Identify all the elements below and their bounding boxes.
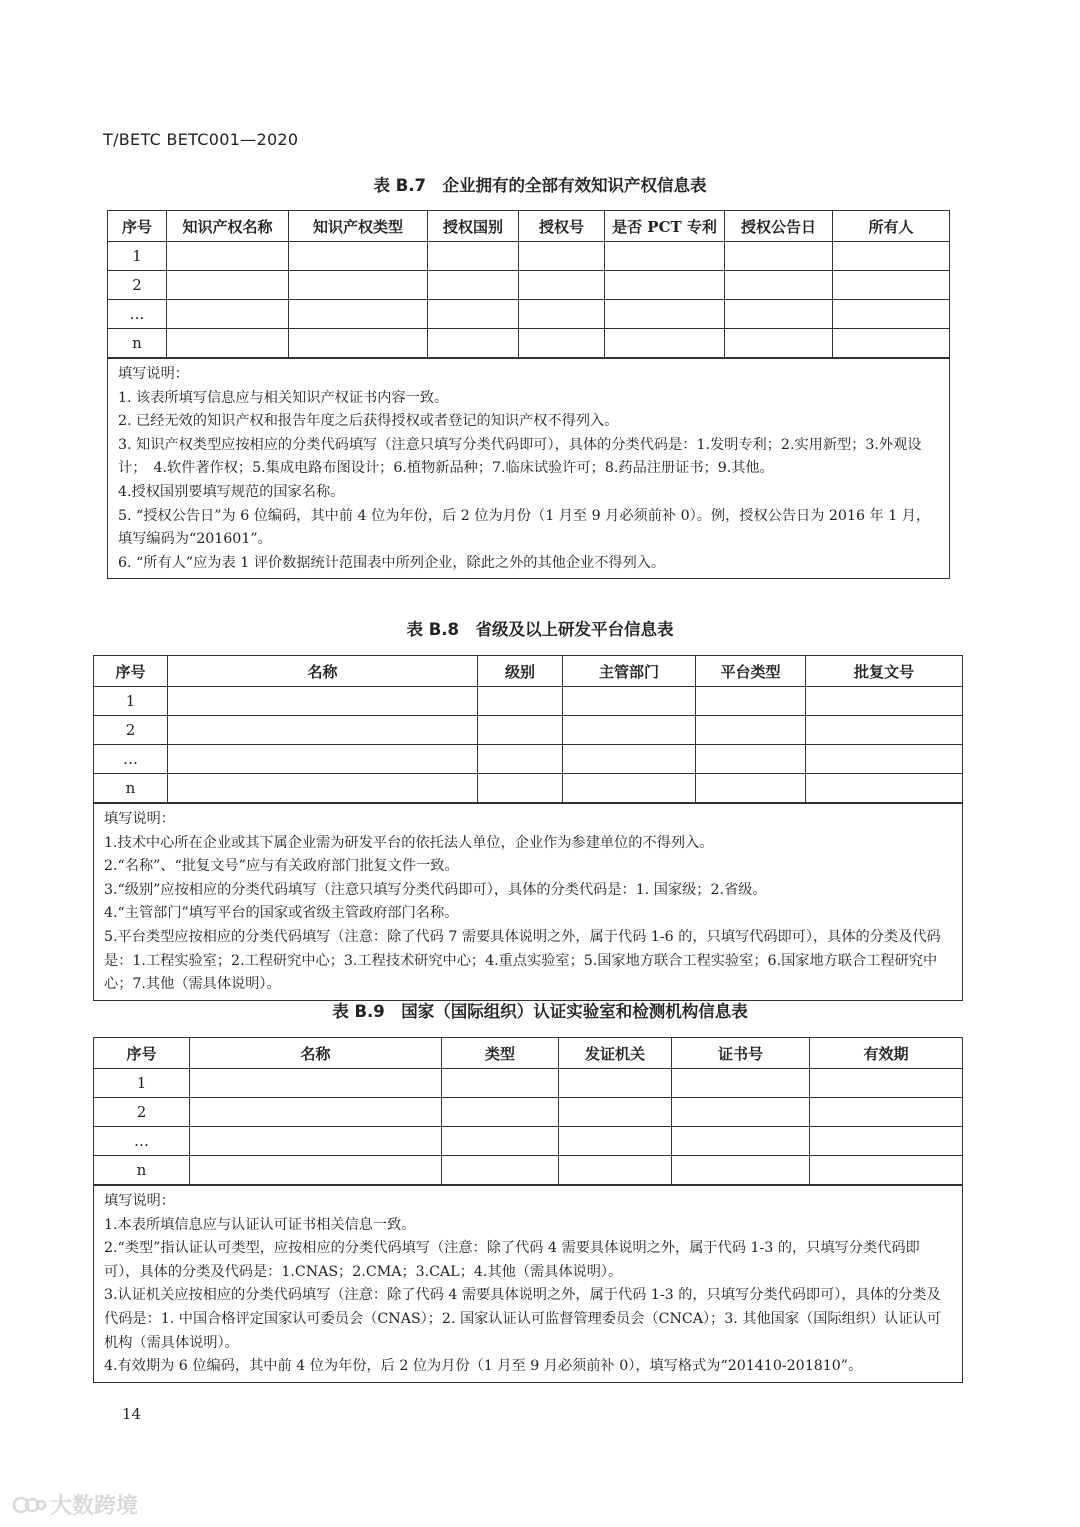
empty-cell	[289, 300, 428, 329]
table-b8-caption: 表 B.8 省级及以上研发平台信息表	[406, 620, 674, 639]
empty-cell	[289, 271, 428, 300]
empty-cell	[428, 300, 519, 329]
empty-cell	[806, 745, 963, 774]
empty-cell	[563, 745, 696, 774]
empty-cell	[725, 242, 833, 271]
table-b9	[93, 1037, 963, 1383]
table-row	[108, 329, 950, 359]
row-index-cell: …	[94, 745, 168, 774]
table-row	[108, 300, 950, 329]
empty-cell	[190, 1098, 442, 1127]
empty-cell	[605, 271, 725, 300]
empty-cell	[559, 1127, 672, 1156]
empty-cell	[563, 687, 696, 716]
table-row	[94, 1069, 963, 1098]
instruction-line: 6. “所有人”应为表 1 评价数据统计范围表中所列企业，除此之外的其他企业不得列入。	[118, 554, 666, 571]
column-header: 授权公告日	[725, 211, 833, 242]
empty-cell	[725, 329, 833, 359]
empty-cell	[810, 1156, 963, 1186]
column-header: 名称	[168, 656, 478, 687]
empty-cell	[672, 1069, 810, 1098]
table-row	[108, 271, 950, 300]
row-index-cell: 1	[108, 242, 167, 271]
column-header: 名称	[190, 1038, 442, 1069]
empty-cell	[167, 329, 289, 359]
empty-cell	[672, 1156, 810, 1186]
column-header: 级别	[478, 656, 563, 687]
empty-cell	[289, 329, 428, 359]
table-b9-caption: 表 B.9 国家（国际组织）认证实验室和检测机构信息表	[332, 1002, 748, 1021]
instruction-line: 1.本表所填信息应与认证认可证书相关信息一致。	[104, 1216, 416, 1233]
table-row	[94, 716, 963, 745]
instruction-line: 4.“主管部门”填写平台的国家或省级主管政府部门名称。	[104, 905, 459, 922]
column-header: 知识产权名称	[167, 211, 289, 242]
column-header: 有效期	[810, 1038, 963, 1069]
empty-cell	[559, 1156, 672, 1186]
empty-cell	[563, 774, 696, 804]
instruction-line: 填写说明：	[104, 811, 175, 827]
table-header-row	[108, 211, 950, 242]
fill-instructions	[94, 803, 963, 1000]
empty-cell	[190, 1156, 442, 1186]
empty-cell	[168, 745, 478, 774]
column-header: 知识产权类型	[289, 211, 428, 242]
row-index-cell: n	[94, 774, 168, 804]
table-b7	[107, 210, 950, 579]
empty-cell	[478, 745, 563, 774]
column-header: 平台类型	[696, 656, 806, 687]
column-header: 证书号	[672, 1038, 810, 1069]
empty-cell	[167, 271, 289, 300]
empty-cell	[725, 300, 833, 329]
empty-cell	[559, 1069, 672, 1098]
empty-cell	[167, 242, 289, 271]
empty-cell	[168, 687, 478, 716]
empty-cell	[696, 745, 806, 774]
column-header: 序号	[94, 656, 168, 687]
empty-cell	[696, 716, 806, 745]
row-index-cell: 2	[94, 716, 168, 745]
table-row	[94, 745, 963, 774]
table-row	[94, 1156, 963, 1186]
empty-cell	[519, 242, 605, 271]
page-number: 14	[122, 1405, 142, 1423]
table-row	[108, 242, 950, 271]
column-header: 授权号	[519, 211, 605, 242]
empty-cell	[810, 1098, 963, 1127]
watermark-logo-icon	[12, 1493, 46, 1517]
empty-cell	[519, 271, 605, 300]
table-b7-caption: 表 B.7 企业拥有的全部有效知识产权信息表	[373, 176, 707, 195]
instruction-line: 3.“级别”应按相应的分类代码填写（注意只填写分类代码即可），具体的分类代码是：1. 国家级；2.省级。	[104, 881, 767, 898]
row-index-cell: n	[94, 1156, 190, 1186]
instruction-line: 填写说明：	[118, 366, 189, 382]
instruction-line: 2.“类型”指认证认可类型，应按相应的分类代码填写（注意：除了代码 4 需要具体说明之外，属于代码 1-3 的，只填写分类代码即可），具体的分类及代码是：1.CNAS；2.CMA；3.CAL；4.其他（需具体说明）。	[104, 1240, 920, 1280]
empty-cell	[289, 242, 428, 271]
empty-cell	[167, 300, 289, 329]
table-b8	[93, 655, 963, 1001]
empty-cell	[806, 687, 963, 716]
instruction-line: 填写说明：	[104, 1193, 175, 1209]
empty-cell	[428, 329, 519, 359]
empty-cell	[672, 1127, 810, 1156]
empty-cell	[428, 242, 519, 271]
empty-cell	[672, 1098, 810, 1127]
empty-cell	[810, 1069, 963, 1098]
column-header: 所有人	[833, 211, 950, 242]
instruction-line: 2. 已经无效的知识产权和报告年度之后获得授权或者登记的知识产权不得列入。	[118, 413, 619, 430]
empty-cell	[519, 300, 605, 329]
column-header: 类型	[442, 1038, 559, 1069]
instruction-line: 4.有效期为 6 位编码，其中前 4 位为年份，后 2 位为月份（1 月至 9 月必须前补 0），填写格式为“201410-201810”。	[104, 1358, 863, 1375]
instruction-line: 3.认证机关应按相应的分类代码填写（注意：除了代码 4 需要具体说明之外，属于代码 1-3 的，只填写分类代码即可），具体的分类及代码是：1. 中国合格评定国家认可委员会（CNAS）；2. 国家认证认可监督管理委员会（CNCA）；3. 其他国家（国际组织）认证认可机构（需具体说明）。	[104, 1287, 941, 1351]
document-code: T/BETC BETC001—2020	[103, 130, 299, 149]
fill-instructions	[108, 358, 950, 579]
watermark-text: 大数跨境	[50, 1494, 139, 1519]
column-header: 批复文号	[806, 656, 963, 687]
row-index-cell: 1	[94, 687, 168, 716]
instruction-line: 1. 该表所填写信息应与相关知识产权证书内容一致。	[118, 389, 449, 406]
empty-cell	[168, 716, 478, 745]
empty-cell	[478, 774, 563, 804]
table-row	[94, 774, 963, 804]
table-header-row	[94, 656, 963, 687]
notes-row	[94, 803, 963, 1000]
column-header: 序号	[108, 211, 167, 242]
empty-cell	[810, 1127, 963, 1156]
column-header: 主管部门	[563, 656, 696, 687]
empty-cell	[442, 1127, 559, 1156]
row-index-cell: …	[108, 300, 167, 329]
empty-cell	[806, 774, 963, 804]
instruction-line: 5.平台类型应按相应的分类代码填写（注意：除了代码 7 需要具体说明之外，属于代码 1-6 的，只填写代码即可），具体的分类及代码是：1.工程实验室；2.工程研究中心；3.工程技术研究中心；4.重点实验室；5.国家地方联合工程实验室；6.国家地方联合工程研究中心；7.其他（需具体说明）。	[104, 928, 941, 993]
empty-cell	[605, 242, 725, 271]
column-header: 是否 PCT 专利	[605, 211, 725, 242]
empty-cell	[696, 687, 806, 716]
empty-cell	[168, 774, 478, 804]
row-index-cell: 1	[94, 1069, 190, 1098]
empty-cell	[190, 1127, 442, 1156]
column-header: 授权国别	[428, 211, 519, 242]
empty-cell	[442, 1069, 559, 1098]
empty-cell	[190, 1069, 442, 1098]
row-index-cell: n	[108, 329, 167, 359]
notes-row	[94, 1185, 963, 1382]
empty-cell	[605, 329, 725, 359]
empty-cell	[563, 716, 696, 745]
empty-cell	[478, 716, 563, 745]
row-index-cell: 2	[94, 1098, 190, 1127]
instruction-line: 1.技术中心所在企业或其下属企业需为研发平台的依托法人单位，企业作为参建单位的不得列入。	[104, 834, 714, 851]
watermark	[12, 1489, 138, 1520]
empty-cell	[725, 271, 833, 300]
empty-cell	[806, 716, 963, 745]
table-row	[94, 1127, 963, 1156]
empty-cell	[442, 1098, 559, 1127]
row-index-cell: 2	[108, 271, 167, 300]
column-header: 发证机关	[559, 1038, 672, 1069]
empty-cell	[696, 774, 806, 804]
row-index-cell: …	[94, 1127, 190, 1156]
empty-cell	[442, 1156, 559, 1186]
notes-row	[108, 358, 950, 579]
empty-cell	[559, 1098, 672, 1127]
empty-cell	[519, 329, 605, 359]
table-row	[94, 687, 963, 716]
empty-cell	[833, 300, 950, 329]
empty-cell	[605, 300, 725, 329]
table-row	[94, 1098, 963, 1127]
empty-cell	[833, 271, 950, 300]
instruction-line: 2.“名称”、“批复文号”应与有关政府部门批复文件一致。	[104, 858, 459, 875]
instruction-line: 3. 知识产权类型应按相应的分类代码填写（注意只填写分类代码即可），具体的分类代码是：1.发明专利；2.实用新型；3.外观设计； 4.软件著作权；5.集成电路布图设计；6.植物新品种；7.临床试验许可；8.药品注册证书；9.其他。	[118, 436, 922, 477]
empty-cell	[833, 329, 950, 359]
empty-cell	[428, 271, 519, 300]
instruction-line: 5. “授权公告日”为 6 位编码，其中前 4 位为年份，后 2 位为月份（1 月至 9 月必须前补 0）。例，授权公告日为 2016 年 1 月，填写编码为“201601”。	[118, 507, 931, 548]
empty-cell	[833, 242, 950, 271]
column-header: 序号	[94, 1038, 190, 1069]
empty-cell	[478, 687, 563, 716]
instruction-line: 4.授权国别要填写规范的国家名称。	[118, 483, 345, 500]
table-header-row	[94, 1038, 963, 1069]
fill-instructions	[94, 1185, 963, 1382]
